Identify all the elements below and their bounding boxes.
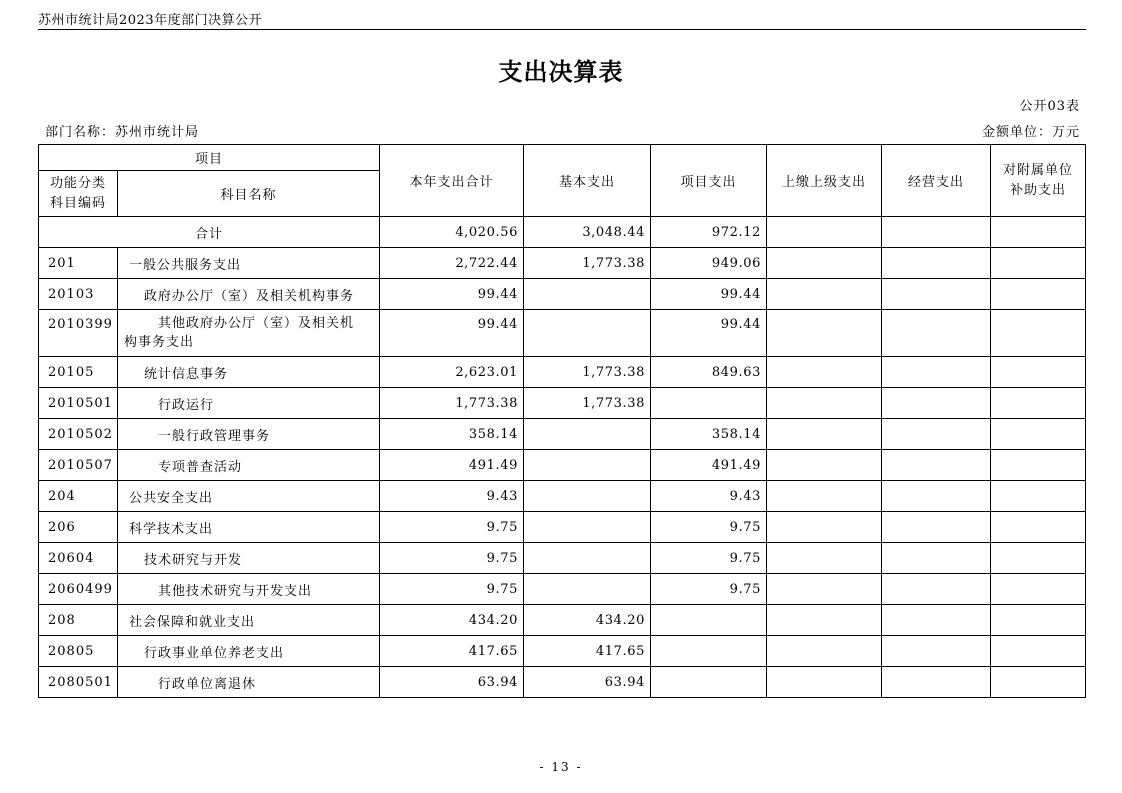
row-upper: [767, 667, 882, 698]
row-subsidy: [991, 248, 1086, 279]
row-subsidy: [991, 543, 1086, 574]
row-project: 9.43: [651, 481, 767, 512]
row-code: 2060499: [39, 574, 118, 605]
row-business: [882, 605, 991, 636]
table-code: 公开03表: [1019, 99, 1080, 114]
row-business: [882, 512, 991, 543]
row-upper: [767, 310, 882, 357]
summary-total: 4,020.56: [380, 217, 524, 248]
row-upper: [767, 481, 882, 512]
row-basic: 1,773.38: [524, 248, 651, 279]
row-subsidy: [991, 574, 1086, 605]
row-business: [882, 419, 991, 450]
row-basic: 434.20: [524, 605, 651, 636]
summary-project: 972.12: [651, 217, 767, 248]
row-subsidy: [991, 419, 1086, 450]
row-code: 20604: [39, 543, 118, 574]
table-row: [39, 310, 1086, 357]
header-code-line1: 功能分类: [49, 175, 106, 191]
row-business: [882, 481, 991, 512]
row-code: 2010399: [39, 310, 118, 357]
row-project: 9.75: [651, 543, 767, 574]
row-total: 9.43: [380, 481, 524, 512]
row-total: 417.65: [380, 636, 524, 667]
row-upper: [767, 279, 882, 310]
row-total: 9.75: [380, 512, 524, 543]
row-business: [882, 636, 991, 667]
page-header: 苏州市统计局2023年度部门决算公开: [38, 13, 263, 28]
row-basic: [524, 543, 651, 574]
row-total: 434.20: [380, 605, 524, 636]
row-name: 技术研究与开发: [118, 543, 380, 574]
row-name: 行政运行: [118, 388, 380, 419]
row-name: 公共安全支出: [118, 481, 380, 512]
row-subsidy: [991, 605, 1086, 636]
header-project: 项目支出: [651, 145, 767, 217]
table-row: [39, 543, 1086, 574]
header-code: [39, 171, 118, 217]
row-name: 政府办公厅（室）及相关机构事务: [118, 279, 380, 310]
row-subsidy: [991, 388, 1086, 419]
row-total: 9.75: [380, 543, 524, 574]
row-subsidy: [991, 450, 1086, 481]
row-project: 99.44: [651, 279, 767, 310]
row-total: 63.94: [380, 667, 524, 698]
table-row: [39, 605, 1086, 636]
row-code: 20805: [39, 636, 118, 667]
row-upper: [767, 574, 882, 605]
header-code-line2: 科目编码: [49, 195, 106, 211]
row-business: [882, 667, 991, 698]
row-project: 949.06: [651, 248, 767, 279]
row-project: 491.49: [651, 450, 767, 481]
row-total: 99.44: [380, 310, 524, 357]
row-business: [882, 388, 991, 419]
table-row: [39, 357, 1086, 388]
header-business: 经营支出: [882, 145, 991, 217]
row-code: 206: [39, 512, 118, 543]
row-name: 一般公共服务支出: [118, 248, 380, 279]
row-basic: [524, 481, 651, 512]
row-code: 20105: [39, 357, 118, 388]
row-basic: 417.65: [524, 636, 651, 667]
row-name: 专项普查活动: [118, 450, 380, 481]
row-name: 统计信息事务: [118, 357, 380, 388]
expenditure-table: [38, 144, 1086, 698]
table-row: [39, 481, 1086, 512]
row-basic: 1,773.38: [524, 357, 651, 388]
header-subsidy: [991, 145, 1086, 217]
row-upper: [767, 512, 882, 543]
header-item: 项目: [39, 145, 380, 171]
table-row: [39, 667, 1086, 698]
row-basic: [524, 450, 651, 481]
row-basic: 1,773.38: [524, 388, 651, 419]
row-subsidy: [991, 667, 1086, 698]
row-total: 491.49: [380, 450, 524, 481]
summary-label: 合计: [39, 217, 380, 248]
table-row: [39, 419, 1086, 450]
row-business: [882, 310, 991, 357]
row-basic: [524, 279, 651, 310]
summary-business: [882, 217, 991, 248]
row-code: 20103: [39, 279, 118, 310]
row-business: [882, 543, 991, 574]
row-upper: [767, 450, 882, 481]
row-total: 1,773.38: [380, 388, 524, 419]
row-upper: [767, 543, 882, 574]
header-row-1: [39, 145, 1086, 171]
row-total: 358.14: [380, 419, 524, 450]
header-upper: 上缴上级支出: [767, 145, 882, 217]
row-code: 2010507: [39, 450, 118, 481]
summary-row: [39, 217, 1086, 248]
row-code: 2080501: [39, 667, 118, 698]
row-code: 2010502: [39, 419, 118, 450]
header-subsidy-line1: 对附属单位: [1003, 162, 1074, 178]
row-name: 行政单位离退休: [118, 667, 380, 698]
summary-subsidy: [991, 217, 1086, 248]
row-basic: 63.94: [524, 667, 651, 698]
row-total: 9.75: [380, 574, 524, 605]
table-row: [39, 512, 1086, 543]
row-subsidy: [991, 310, 1086, 357]
row-project: [651, 388, 767, 419]
row-total: 2,623.01: [380, 357, 524, 388]
table-row: [39, 248, 1086, 279]
row-name: 科学技术支出: [118, 512, 380, 543]
row-business: [882, 279, 991, 310]
table-row: [39, 450, 1086, 481]
row-subsidy: [991, 636, 1086, 667]
row-total: 99.44: [380, 279, 524, 310]
row-name: 一般行政管理事务: [118, 419, 380, 450]
table-row: [39, 636, 1086, 667]
table-row: [39, 388, 1086, 419]
row-project: 9.75: [651, 512, 767, 543]
row-upper: [767, 636, 882, 667]
header-rule: [38, 29, 1086, 30]
row-code: 208: [39, 605, 118, 636]
table-row: [39, 574, 1086, 605]
summary-upper: [767, 217, 882, 248]
header-basic: 基本支出: [524, 145, 651, 217]
row-project: 849.63: [651, 357, 767, 388]
row-project: 9.75: [651, 574, 767, 605]
row-upper: [767, 419, 882, 450]
summary-basic: 3,048.44: [524, 217, 651, 248]
row-name: 行政事业单位养老支出: [118, 636, 380, 667]
row-upper: [767, 248, 882, 279]
row-name-line1: 其他政府办公厅（室）及相关机: [158, 316, 355, 331]
row-business: [882, 357, 991, 388]
row-name: 社会保障和就业支出: [118, 605, 380, 636]
row-code: 2010501: [39, 388, 118, 419]
row-name: 其他技术研究与开发支出: [118, 574, 380, 605]
row-basic: [524, 310, 651, 357]
department-name: 部门名称：苏州市统计局: [45, 125, 200, 140]
header-total: 本年支出合计: [380, 145, 524, 217]
row-code: 204: [39, 481, 118, 512]
row-subsidy: [991, 279, 1086, 310]
row-upper: [767, 605, 882, 636]
row-name-line2: 构事务支出: [124, 335, 195, 350]
row-basic: [524, 574, 651, 605]
page-title: 支出决算表: [498, 58, 624, 86]
page-number: - 13 -: [539, 760, 583, 774]
row-subsidy: [991, 481, 1086, 512]
row-business: [882, 450, 991, 481]
row-business: [882, 574, 991, 605]
row-project: [651, 605, 767, 636]
row-basic: [524, 419, 651, 450]
row-project: 99.44: [651, 310, 767, 357]
header-subsidy-line2: 补助支出: [1010, 182, 1067, 198]
table-row: [39, 279, 1086, 310]
amount-unit: 金额单位：万元: [981, 125, 1080, 140]
row-business: [882, 248, 991, 279]
header-subject-name: 科目名称: [118, 171, 380, 217]
row-subsidy: [991, 512, 1086, 543]
row-basic: [524, 512, 651, 543]
row-name: [118, 310, 380, 357]
row-project: [651, 667, 767, 698]
row-project: 358.14: [651, 419, 767, 450]
row-subsidy: [991, 357, 1086, 388]
row-project: [651, 636, 767, 667]
row-upper: [767, 388, 882, 419]
row-code: 201: [39, 248, 118, 279]
row-upper: [767, 357, 882, 388]
row-total: 2,722.44: [380, 248, 524, 279]
